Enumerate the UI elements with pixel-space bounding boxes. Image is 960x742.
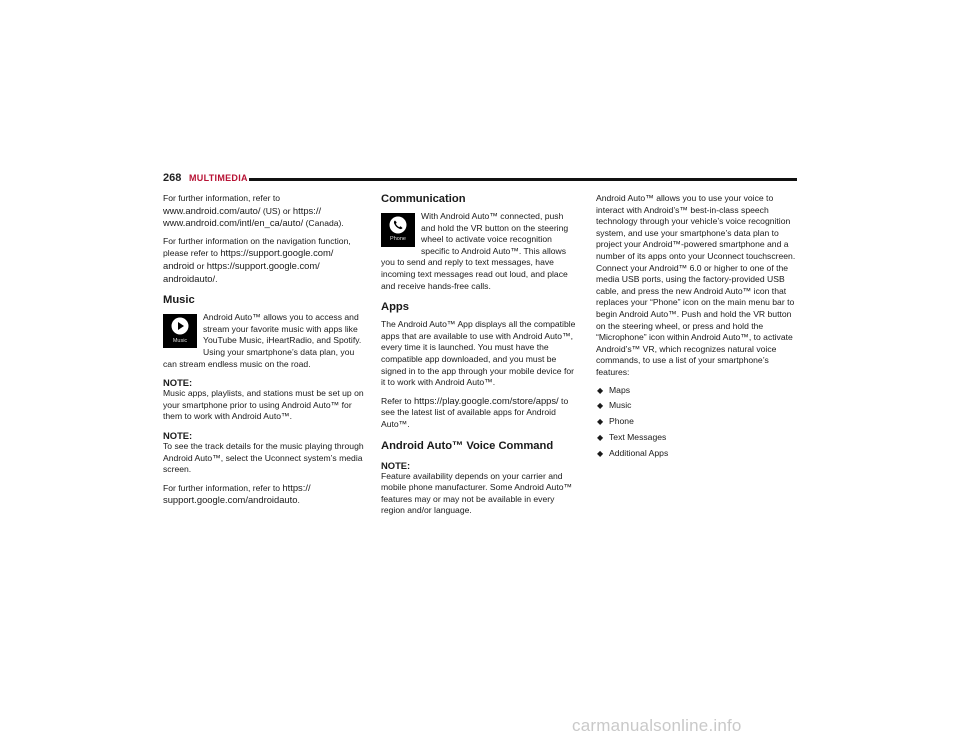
heading-music: Music (163, 294, 195, 307)
paragraph-apps-reference (381, 395, 580, 431)
feature-list (596, 385, 798, 460)
apps-description: The Android Auto™ App displays all the compatible apps that are available to use with Android Auto™, every time it is launched. You must have the compatible app downloaded, and you must be signed in to the app through your mobile device for it to work with Android Auto™. (381, 319, 576, 388)
page-number: 268 (163, 172, 182, 184)
icon-caption: Phone (390, 236, 406, 243)
communication-description: With Android Auto™ connected, push and hold the VR button on the steering wheel to activate voice recognition specific to Android Auto™. This allows you to send and reply to text messages, have incoming text messages read out loud, and place and receive hands-free calls. (381, 211, 569, 291)
link-support-android[interactable]: https://support.google.com/ android (163, 247, 334, 271)
feature-label: Music (609, 400, 632, 411)
phone-app-icon (381, 213, 415, 247)
note-track-details: To see the track details for the music playing through Android Auto™, select the Uconnect system’s media screen. (163, 440, 364, 475)
bullet-icon: ◆ (597, 417, 604, 427)
list-item (596, 416, 798, 428)
text: For further information, refer to (163, 193, 281, 203)
paragraph-further-info (163, 482, 364, 507)
column-left (163, 193, 364, 513)
bullet-icon: ◆ (597, 432, 604, 442)
feature-label: Phone (609, 416, 634, 427)
paragraph-navigation-info (163, 236, 364, 285)
feature-label: Text Messages (609, 431, 667, 442)
link-android-auto-us[interactable]: www.android.com/auto/ (163, 204, 261, 216)
text: Refer to (381, 395, 414, 406)
note-label: NOTE: (163, 429, 193, 441)
column-middle (381, 193, 580, 523)
link-play-store-apps[interactable]: https://play.google.com/store/apps/ (413, 394, 559, 406)
communication-block (381, 211, 580, 292)
text: (Canada). (303, 218, 344, 229)
text: For further information on the navigation function, please refer to (163, 235, 351, 259)
link-android-auto-canada[interactable]: https:// www.android.com/intl/en_ca/auto/ (163, 204, 322, 229)
note-feature-availability: Feature availability depends on your carrier and mobile phone manufacturer. Some Android Auto™ features may or may not be available in every region and/or language. (381, 470, 573, 516)
page-header (163, 172, 797, 186)
bullet-icon: ◆ (597, 385, 604, 395)
bullet-icon: ◆ (597, 448, 604, 458)
feature-label: Maps (609, 384, 631, 395)
section-title: MULTIMEDIA (189, 173, 248, 183)
paragraph-android-info (163, 193, 364, 230)
text: to see the latest list of available apps for Android Auto™. (381, 395, 569, 429)
icon-caption: Music (172, 337, 188, 344)
music-block (163, 312, 364, 370)
note-music-setup: Music apps, playlists, and stations must be set up on your smartphone prior to using Android Auto™ for them to work with Android Auto™. (163, 388, 364, 422)
list-item (596, 385, 798, 397)
music-description: Android Auto™ allows you to access and stream your favorite music with apps like YouTube Music, iHeartRadio, and Spotify. Using your smartphone’s data plan, you can stream endless music on the road. (163, 312, 362, 369)
feature-label: Additional Apps (609, 447, 669, 458)
header-rule (249, 178, 797, 181)
phone-icon (389, 216, 407, 234)
voice-intro: Android Auto™ allows you to use your voice to interact with Android’s™ best-in-class speech technology through your vehicle’s voice recognition system, and use your smartphone’s data plan to project your Android™-powered smartphone and a number of its apps onto your Uconnect touchscreen. Connect your Android™ 6.0 or higher to one of the media USB ports, using the factory-provided USB cable, and press the new Android Auto™ icon that replaces your “Phone” icon on the main menu bar to begin Android Auto™. Push and hold the VR button on the steering wheel, or press and hold the “Microphone” icon within Android Auto™, to activate Android’s™ VR, which recognizes natural voice commands, to use a list of your smartphone’s features: (596, 193, 796, 377)
heading-voice-command: Android Auto™ Voice Command (381, 439, 554, 452)
text: or (194, 260, 207, 271)
bullet-icon: ◆ (597, 401, 604, 411)
list-item (596, 432, 798, 444)
text: For further information, refer to (163, 482, 283, 493)
text: . (297, 495, 300, 506)
text: (US) or (260, 205, 293, 216)
note-label: NOTE: (163, 377, 193, 389)
heading-communication: Communication (381, 193, 466, 205)
watermark: carmanualsonline.info (572, 716, 742, 735)
heading-apps: Apps (381, 301, 409, 314)
text: . (215, 273, 218, 284)
link-support-androidauto[interactable]: https://support.google.com/ androidauto/ (163, 259, 320, 284)
play-icon (171, 317, 189, 335)
list-item (596, 448, 798, 460)
column-right (596, 193, 798, 463)
note-label: NOTE: (381, 459, 411, 471)
list-item (596, 400, 798, 412)
link-support-androidauto[interactable]: https:// support.google.com/androidauto (163, 481, 311, 506)
music-app-icon (163, 314, 197, 348)
